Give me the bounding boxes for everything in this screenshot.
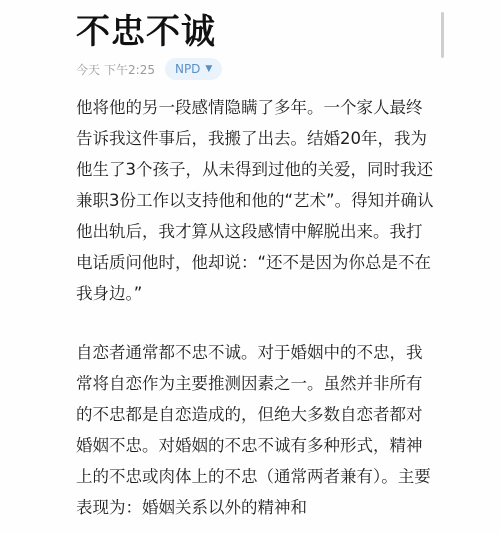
- scrollbar[interactable]: [441, 12, 444, 58]
- note-date: 今天: [76, 62, 101, 77]
- note-paragraph: 他将他的另一段感情隐瞒了多年。一个家人最终告诉我这件事后，我搬了出去。结婚20年，我为他生了3个孩子，从未得到过他的关爱，同时我还兼职3份工作以支持他和他的“艺术”。得知并确认他出轨后，我才算从这段感情中解脱出来。我打电话质问他时，他却说：“还不是因为你总是不在我身边。”: [76, 98, 434, 303]
- note-tag[interactable]: [165, 58, 222, 80]
- note-meta: [76, 58, 222, 80]
- note-title: 不忠不诚: [76, 12, 216, 52]
- note-time: 下午2:25: [104, 62, 155, 77]
- note-paragraph: 自恋者通常都不忠不诚。对于婚姻中的不忠，我常将自恋作为主要推测因素之一。虽然并非所有的不忠都是自恋造成的，但绝大多数自恋者都对婚姻不忠。对婚姻的不忠不诚有多种形式，精神上的不忠或肉体上的不忠（通常两者兼有）。主要表现为：婚姻关系以外的精神和: [76, 343, 431, 517]
- chevron-down-icon: ▼: [205, 64, 213, 74]
- note-tag-label: NPD: [174, 62, 201, 76]
